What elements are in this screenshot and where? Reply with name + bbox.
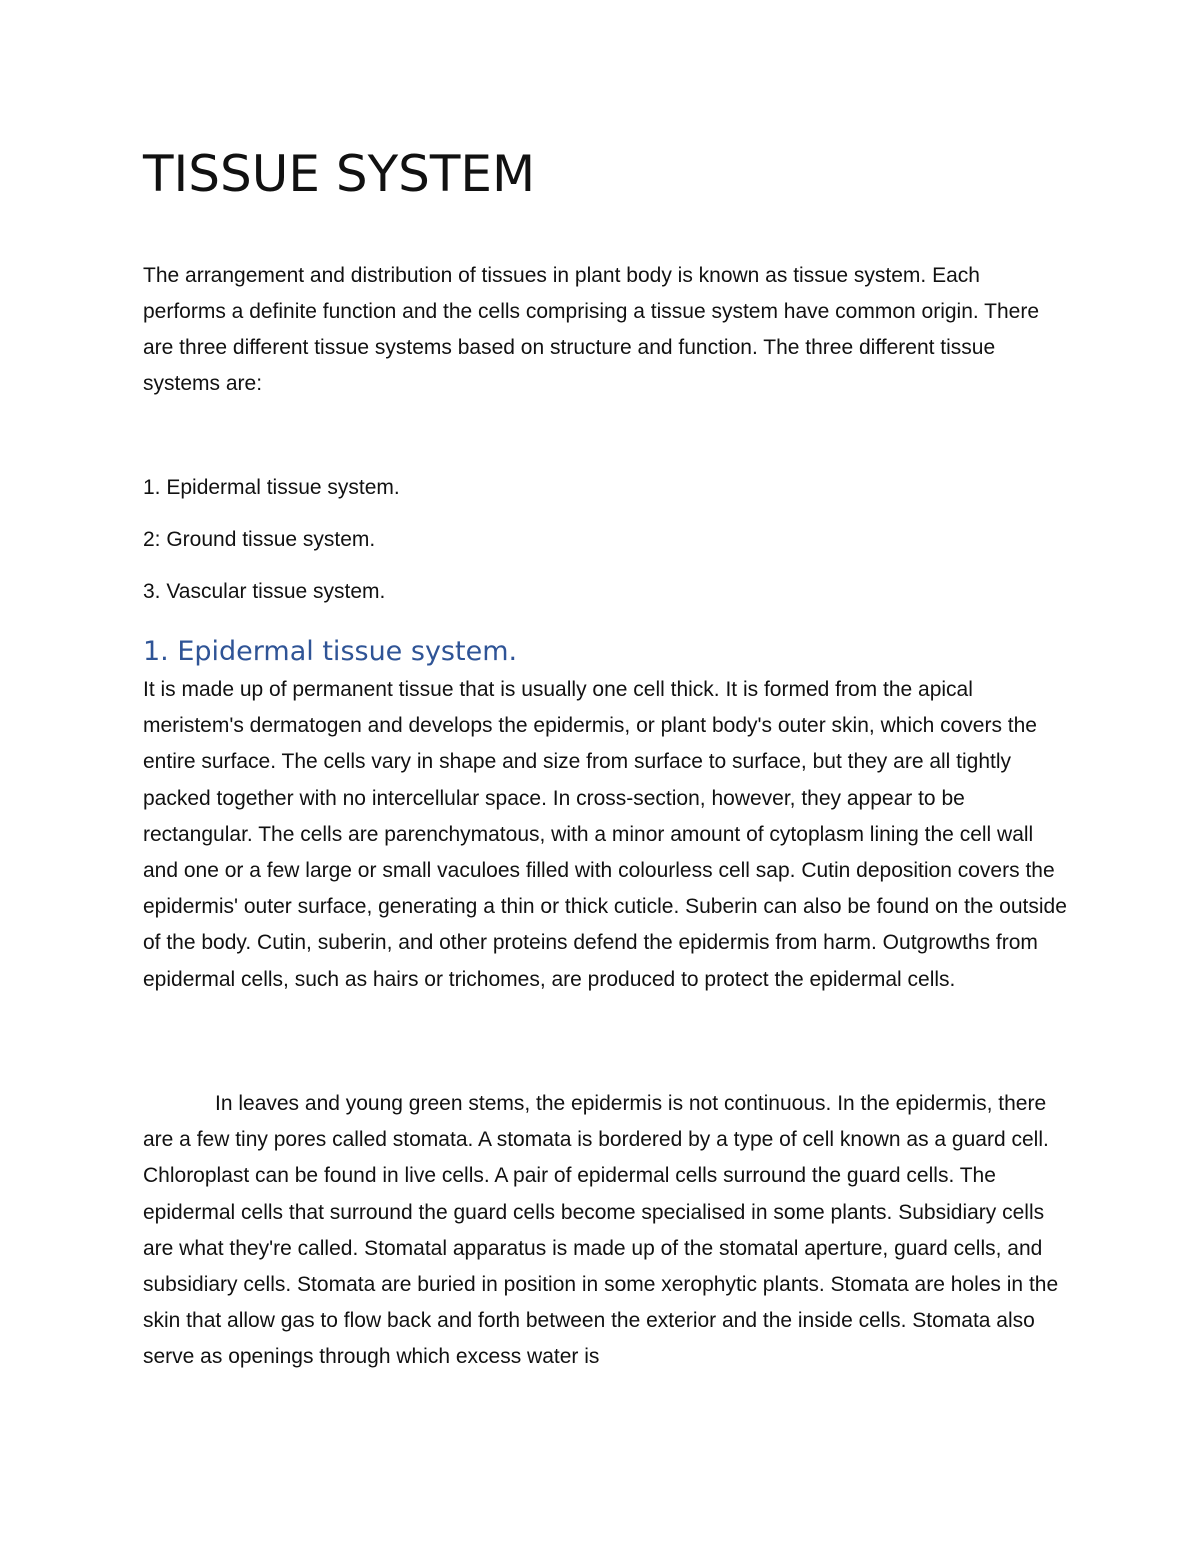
body-paragraph: It is made up of permanent tissue that is usually one cell thick. It is formed from the apical meristem's dermatogen and develops the epidermis, or plant body's outer skin, which covers the entire surface. The cells vary in shape and size from surface to surface, but they are all tightly packed together with no intercellular space. In cross-section, however, they appear to be rectangular. The cells are parenchymatous, with a minor amount of cytoplasm lining the cell wall and one or a few large or small vaculoes filled with colourless cell sap. Cutin deposition covers the epidermis' outer surface, generating a thin or thick cuticle. Suberin can also be found on the outside of the body. Cutin, suberin, and other proteins defend the epidermis from harm. Outgrowths from epidermal cells, such as hairs or trichomes, are produced to protect the epidermal cells.: [143, 678, 1067, 991]
intro-paragraph: The arrangement and distribution of tissues in plant body is known as tissue system. Each performs a definite function and the cells comprising a tissue system have common origin. There are three different tissue systems based on structure and function. The three different tissue systems are:: [143, 264, 1040, 395]
tissue-system-list: [143, 470, 400, 626]
list-item: 2: Ground tissue system.: [143, 528, 376, 551]
section-heading: 1. Epidermal tissue system.: [143, 636, 518, 667]
list-item: 3. Vascular tissue system.: [143, 580, 386, 603]
list-item: 1. Epidermal tissue system.: [143, 476, 400, 499]
document-title: TISSUE SYSTEM: [143, 145, 536, 203]
body-paragraph: In leaves and young green stems, the epidermis is not continuous. In the epidermis, there are a few tiny pores called stomata. A stomata is bordered by a type of cell known as a guard cell. Chloroplast can be found in live cells. A pair of epidermal cells surround the guard cells. The epidermal cells that surround the guard cells become specialised in some plants. Subsidiary cells are what they're called. Stomatal apparatus is made up of the stomatal aperture, guard cells, and subsidiary cells. Stomata are buried in position in some xerophytic plants. Stomata are holes in the skin that allow gas to flow back and forth between the exterior and the inside cells. Stomata also serve as openings through which excess water is: [143, 1092, 1059, 1369]
